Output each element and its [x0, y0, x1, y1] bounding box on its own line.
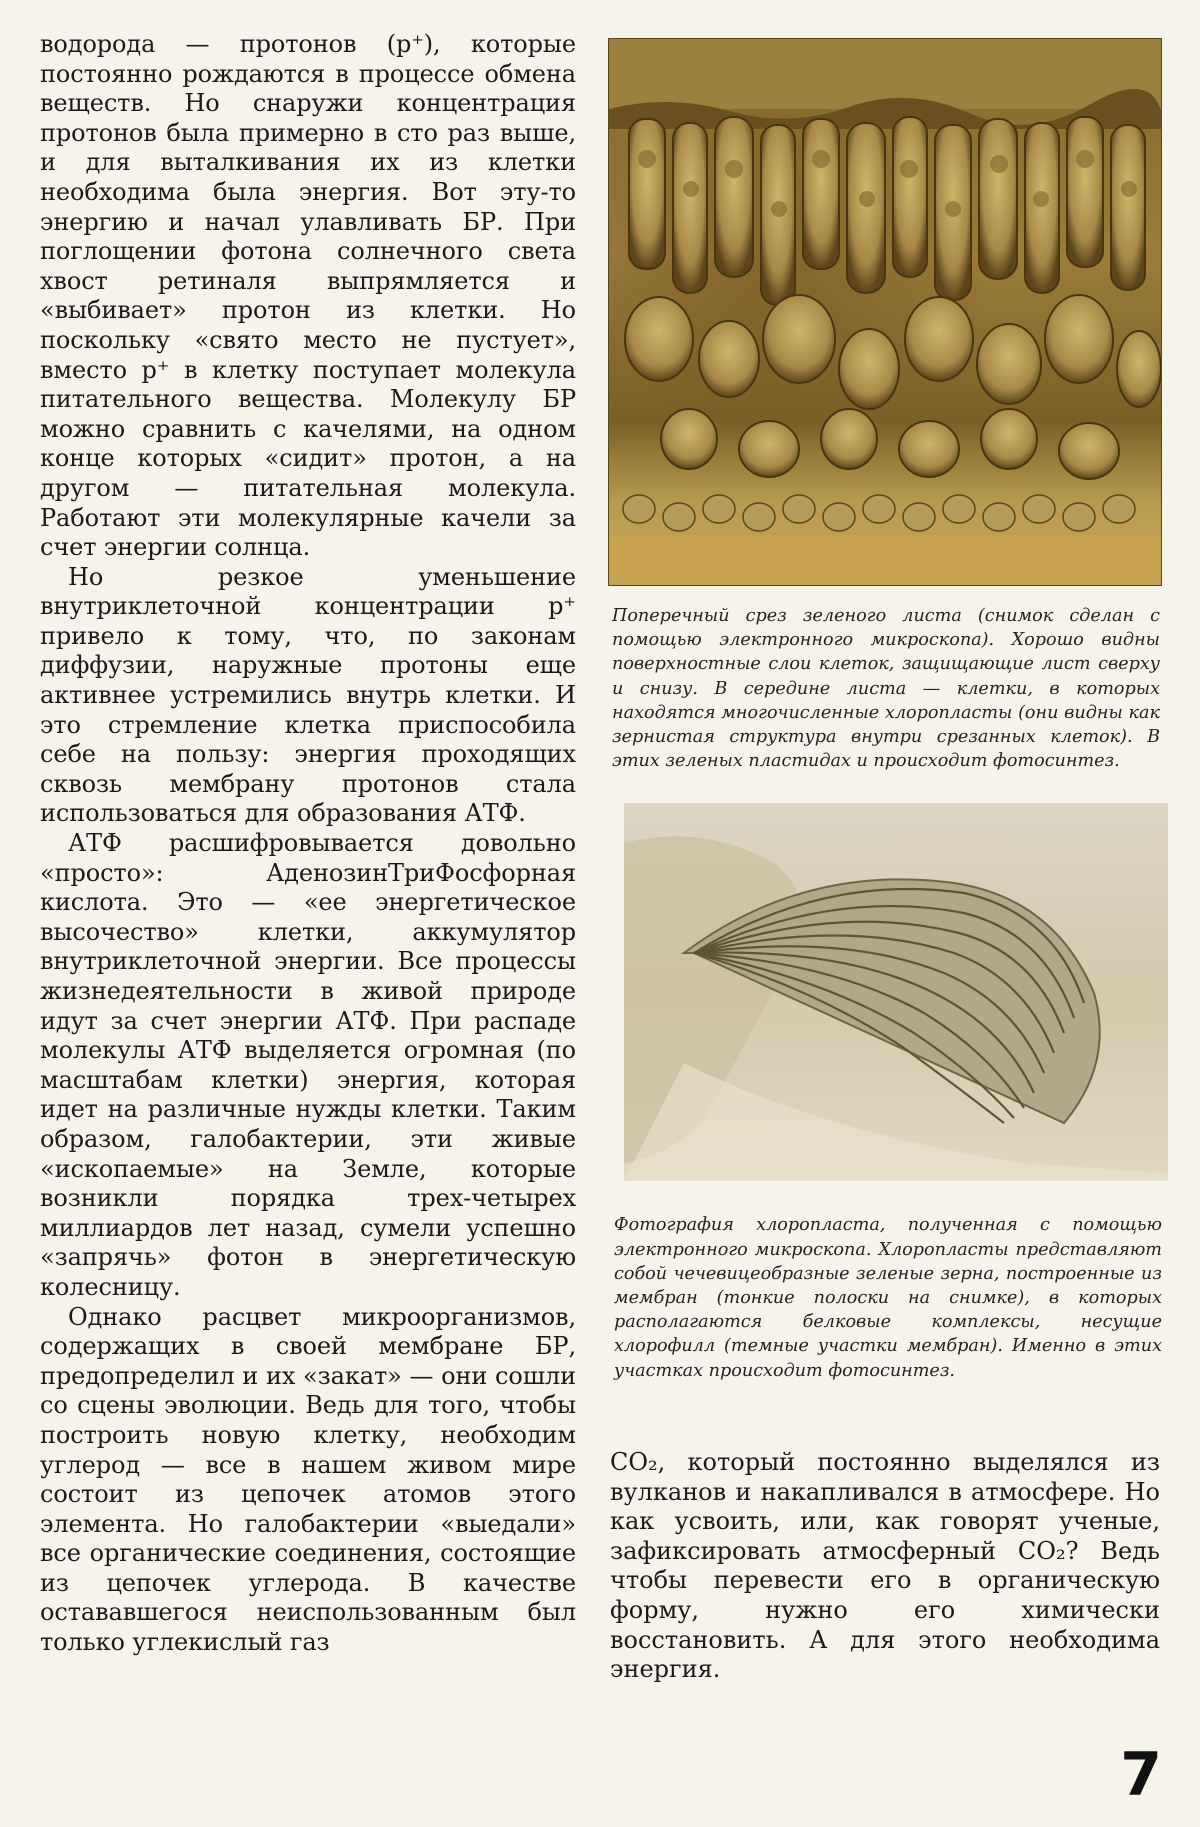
co2-paragraph: CO₂, который постоянно выделялся из вулканов и накапливался в атмосфере. Но как усвоить, или, как говорят ученые, зафиксировать атмосферный CO₂? Ведь чтобы перевести его в органическую форму, нужно его химически восстановить. А для этого необходима энергия.	[610, 1448, 1160, 1684]
chloroplast-photo	[624, 803, 1168, 1181]
paragraph-3: АТФ расшифровывается довольно «просто»: АденозинТриФосфорная кислота. Это — «ее энергетическое высочество» клетки, аккумулятор внутриклеточной энергии. Все процессы жизнедеятельности в живой природе идут за счет энергии АТФ. При распаде молекулы АТФ выделяется огромная (по масштабам клетки) энергия, которая идет на различные нужды клетки. Таким образом, галобактерии, эти живые «ископаемые» на Земле, которые возникли порядка трех-четырех миллиардов лет назад, сумели успешно «запрячь» фотон в энергетическую колесницу.	[40, 829, 576, 1301]
paragraph-4: Однако расцвет микроорганизмов, содержащих в своей мембране БР, предопределил и их «закат» — они сошли со сцены эволюции. Ведь для того, чтобы построить новую клетку, необходим углерод — все в нашем живом мире состоит из цепочек атомов этого элемента. Но галобактерии «выедали» все органические соединения, состоящие из цепочек углерода. В качестве остававшегося неиспользованным был только углекислый газ	[40, 1302, 576, 1657]
paragraph-1: водорода — протонов (p⁺), которые постоянно рождаются в процессе обмена веществ. Но снаружи концентрация протонов была примерно в сто раз выше, и для выталкивания их из клетки необходима была энергия. Вот эту-то энергию и начал улавливать БР. При поглощении фотона солнечного света хвост ретиналя выпрямляется и «выбивает» протон из клетки. Но поскольку «свято место не пустует», вместо p⁺ в клетку поступает молекула питательного вещества. Молекулу БР можно сравнить с качелями, на одном конце которых «сидит» протон, а на другом — питательная молекула. Работают эти молекулярные качели за счет энергии солнца.	[40, 30, 576, 562]
chloroplast-illustration	[624, 803, 1168, 1181]
chloroplast-photo-caption: Фотография хлоропласта, полученная с помощью электронного микроскопа. Хлоропласты представляют собой чечевицеобразные зеленые зерна, построенные из мембран (тонкие полоски на снимке), в которых располагаются белковые комплексы, несущие хлорофилл (темные участки мембран). Именно в этих участках происходит фотосинтез.	[614, 1215, 1162, 1381]
leaf-cross-section-photo	[608, 38, 1162, 586]
leaf-photo-caption: Поперечный срез зеленого листа (снимок сделан с помощью электронного микроскопа). Хорошо видны поверхностные слои клеток, защищающие лист сверху и снизу. В середине листа — клетки, в которых находятся многочисленные хлоропласты (они видны как зернистая структура внутри срезанных клеток). В этих зеленых пластидах и происходит фотосинтез.	[612, 606, 1160, 772]
leaf-cells-illustration	[609, 39, 1161, 585]
left-text-column	[40, 30, 576, 1658]
right-text-column	[610, 1448, 1160, 1685]
figure-column	[608, 38, 1160, 1383]
page-number: 7	[1120, 1740, 1162, 1810]
paragraph-2: Но резкое уменьшение внутриклеточной концентрации p⁺ привело к тому, что, по законам диффузии, наружные протоны еще активнее устремились внутрь клетки. И это стремление клетка приспособила себе на пользу: энергия проходящих сквозь мембрану протонов стала использоваться для образования АТФ.	[40, 562, 576, 828]
